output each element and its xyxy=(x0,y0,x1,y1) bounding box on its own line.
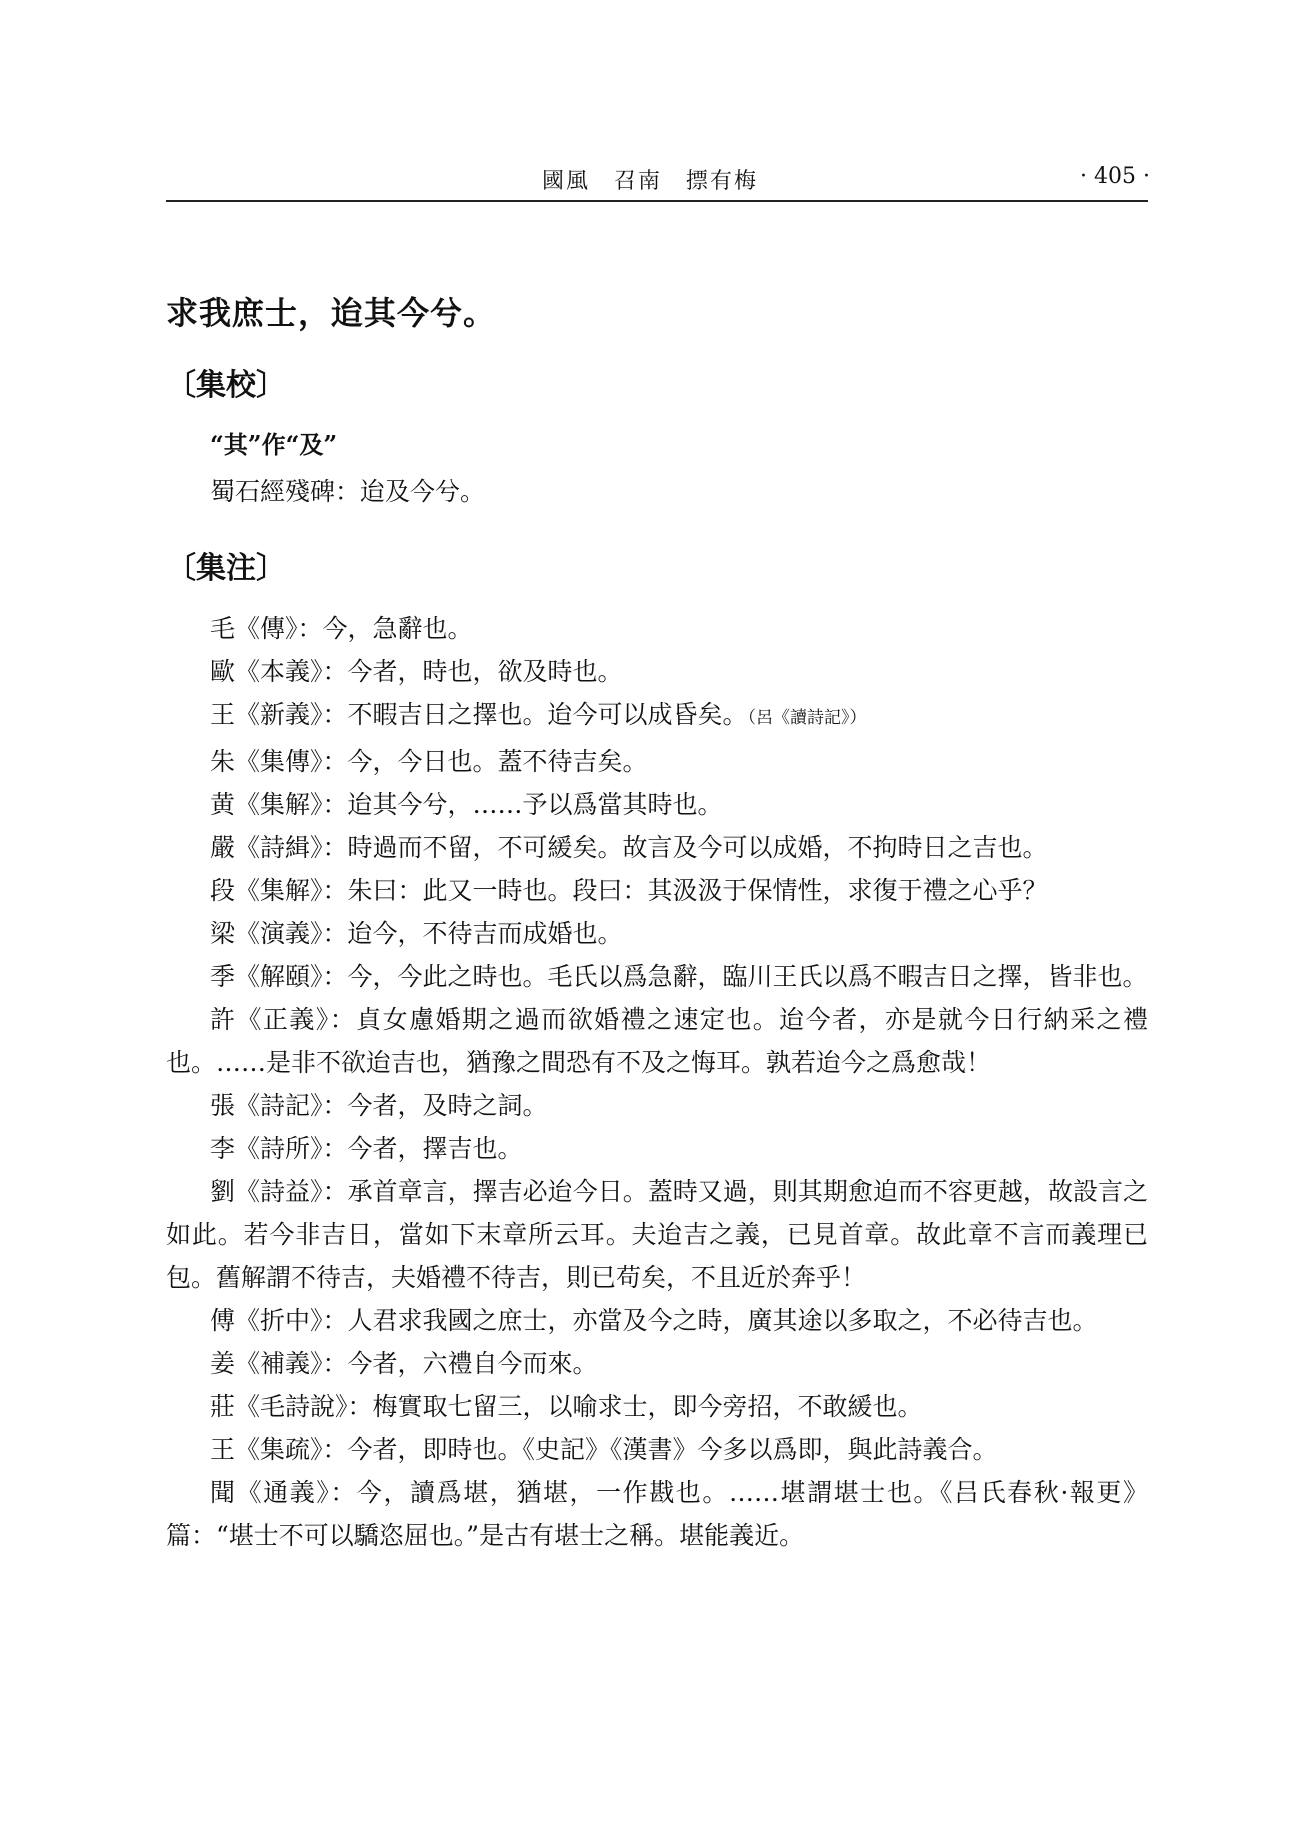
variant-line: 蜀石經殘碑：迨及今兮。 xyxy=(210,477,486,506)
note-item: 梁《演義》：迨今，不待吉而成婚也。 xyxy=(210,919,623,948)
note-item: 朱《集傳》：今，今日也。蓋不待吉矣。 xyxy=(210,747,648,776)
variant-label: “其”作“及” xyxy=(210,430,338,459)
note-item: 王《集疏》：今者，即時也。《史記》《漢書》今多以爲即，與此詩義合。 xyxy=(210,1435,998,1464)
note-item: 季《解頤》：今，今此之時也。毛氏以爲急辭，臨川王氏以爲不暇吉日之擇，皆非也。 xyxy=(210,962,1148,991)
note-item: 歐《本義》：今者，時也，欲及時也。 xyxy=(210,657,623,686)
note-item: 李《詩所》：今者，擇吉也。 xyxy=(210,1134,523,1163)
page-number: · 405 · xyxy=(1080,164,1150,189)
note-item: 莊《毛詩說》：梅實取七留三，以喻求士，即今旁招，不敢緩也。 xyxy=(210,1392,923,1421)
note-item: 黄《集解》：迨其今兮，……予以爲當其時也。 xyxy=(210,790,723,819)
collation-heading: 〔集校〕 xyxy=(166,368,286,403)
citation-note: （呂《讀詩記》） xyxy=(747,708,867,728)
note-item: 傅《折中》：人君求我國之庶士，亦當及今之時，廣其途以多取之，不必待吉也。 xyxy=(210,1306,1098,1335)
note-item: 劉《詩益》：承首章言，擇吉必迨今日。蓋時又過，則其期愈迫而不容更越，故設言之如此。若今非吉日，當如下末章所云耳。夫迨吉之義，已見首章。故此章不言而義理已包。舊解謂不待吉，夫婚禮不待吉，則已苟矣，不且近於奔乎！ xyxy=(166,1177,1148,1292)
note-item: 張《詩記》：今者，及時之詞。 xyxy=(210,1091,548,1120)
verse-line: 求我庶士，迨其今兮。 xyxy=(166,294,497,332)
annotation-heading: 〔集注〕 xyxy=(166,551,286,586)
note-item: 嚴《詩緝》：時過而不留，不可緩矣。故言及今可以成婚，不拘時日之吉也。 xyxy=(210,833,1048,862)
note-item: 王《新義》：不暇吉日之擇也。迨今可以成昏矣。（呂《讀詩記》） xyxy=(210,700,867,729)
note-item: 姜《補義》：今者，六禮自今而來。 xyxy=(210,1349,598,1378)
note-item: 毛《傳》：今，急辭也。 xyxy=(210,614,473,643)
running-header-title: 國風 召南 摽有梅 xyxy=(541,169,758,194)
note-item: 聞《通義》：今，讀爲堪，猶堪，一作戡也。……堪謂堪士也。《吕氏春秋·報更》篇：“堪士不可以驕恣屈也。”是古有堪士之稱。堪能義近。 xyxy=(166,1478,1148,1550)
note-item: 許《正義》：貞女慮婚期之過而欲婚禮之速定也。迨今者，亦是就今日行納采之禮也。……是非不欲迨吉也，猶豫之間恐有不及之悔耳。孰若迨今之爲愈哉！ xyxy=(166,1005,1148,1077)
header-rule xyxy=(166,200,1148,202)
note-item: 段《集解》：朱曰：此又一時也。段曰：其汲汲于保情性，求復于禮之心乎？ xyxy=(210,876,1048,905)
annotation-notes xyxy=(166,607,1148,1557)
